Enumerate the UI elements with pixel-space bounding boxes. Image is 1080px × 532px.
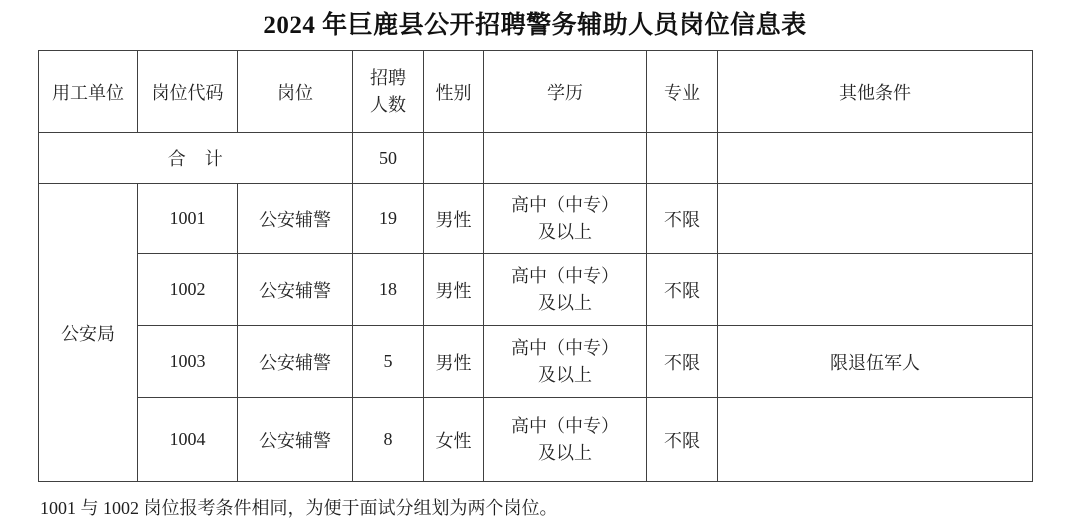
header-recruit-count	[353, 51, 424, 133]
summary-education-empty	[484, 133, 647, 184]
cell-gender: 男性	[424, 254, 484, 326]
cell-code: 1001	[138, 184, 238, 254]
cell-education	[484, 254, 647, 326]
cell-position: 公安辅警	[238, 254, 353, 326]
cell-gender: 男性	[424, 184, 484, 254]
table-row-1004	[39, 398, 1033, 482]
header-recruit-count-line2: 人数	[370, 94, 406, 115]
header-major: 专业	[647, 51, 718, 133]
cell-code: 1002	[138, 254, 238, 326]
table-header-row	[39, 51, 1033, 133]
cell-other	[718, 398, 1033, 482]
summary-total: 50	[353, 133, 424, 184]
cell-recruits: 5	[353, 326, 424, 398]
cell-education	[484, 398, 647, 482]
header-other-conditions: 其他条件	[718, 51, 1033, 133]
cell-other	[718, 184, 1033, 254]
cell-major: 不限	[647, 326, 718, 398]
table-row-1002	[39, 254, 1033, 326]
footnote: 1001 与 1002 岗位报考条件相同，为便于面试分组划为两个岗位。	[40, 498, 558, 518]
summary-major-empty	[647, 133, 718, 184]
cell-gender: 男性	[424, 326, 484, 398]
summary-label	[39, 133, 353, 184]
table-row-1001	[39, 184, 1033, 254]
summary-other-empty	[718, 133, 1033, 184]
header-job-code: 岗位代码	[138, 51, 238, 133]
cell-major: 不限	[647, 254, 718, 326]
cell-other	[718, 254, 1033, 326]
cell-education-line1: 高中（中专）	[511, 195, 619, 216]
header-gender: 性别	[424, 51, 484, 133]
cell-education-line1: 高中（中专）	[511, 416, 619, 437]
table-row-1003	[39, 326, 1033, 398]
cell-other: 限退伍军人	[718, 326, 1033, 398]
summary-row	[39, 133, 1033, 184]
cell-education-line1: 高中（中专）	[511, 266, 619, 287]
cell-gender: 女性	[424, 398, 484, 482]
cell-education	[484, 184, 647, 254]
employer-group-cell: 公安局	[39, 184, 138, 482]
cell-position: 公安辅警	[238, 398, 353, 482]
cell-position: 公安辅警	[238, 184, 353, 254]
cell-recruits: 18	[353, 254, 424, 326]
page-title: 2024 年巨鹿县公开招聘警务辅助人员岗位信息表	[263, 12, 807, 39]
summary-label-text: 合 计	[167, 149, 224, 169]
cell-position: 公安辅警	[238, 326, 353, 398]
cell-recruits: 8	[353, 398, 424, 482]
cell-major: 不限	[647, 184, 718, 254]
cell-code: 1003	[138, 326, 238, 398]
cell-code: 1004	[138, 398, 238, 482]
header-employer: 用工单位	[39, 51, 138, 133]
cell-education-line2: 及以上	[538, 364, 592, 385]
header-education: 学历	[484, 51, 647, 133]
cell-education-line2: 及以上	[538, 442, 592, 463]
header-recruit-count-line1: 招聘	[370, 68, 406, 89]
header-position: 岗位	[238, 51, 353, 133]
job-info-table	[38, 50, 1033, 482]
cell-major: 不限	[647, 398, 718, 482]
cell-education-line2: 及以上	[538, 292, 592, 313]
cell-education-line1: 高中（中专）	[511, 338, 619, 359]
cell-education	[484, 326, 647, 398]
summary-gender-empty	[424, 133, 484, 184]
cell-recruits: 19	[353, 184, 424, 254]
cell-education-line2: 及以上	[538, 221, 592, 242]
